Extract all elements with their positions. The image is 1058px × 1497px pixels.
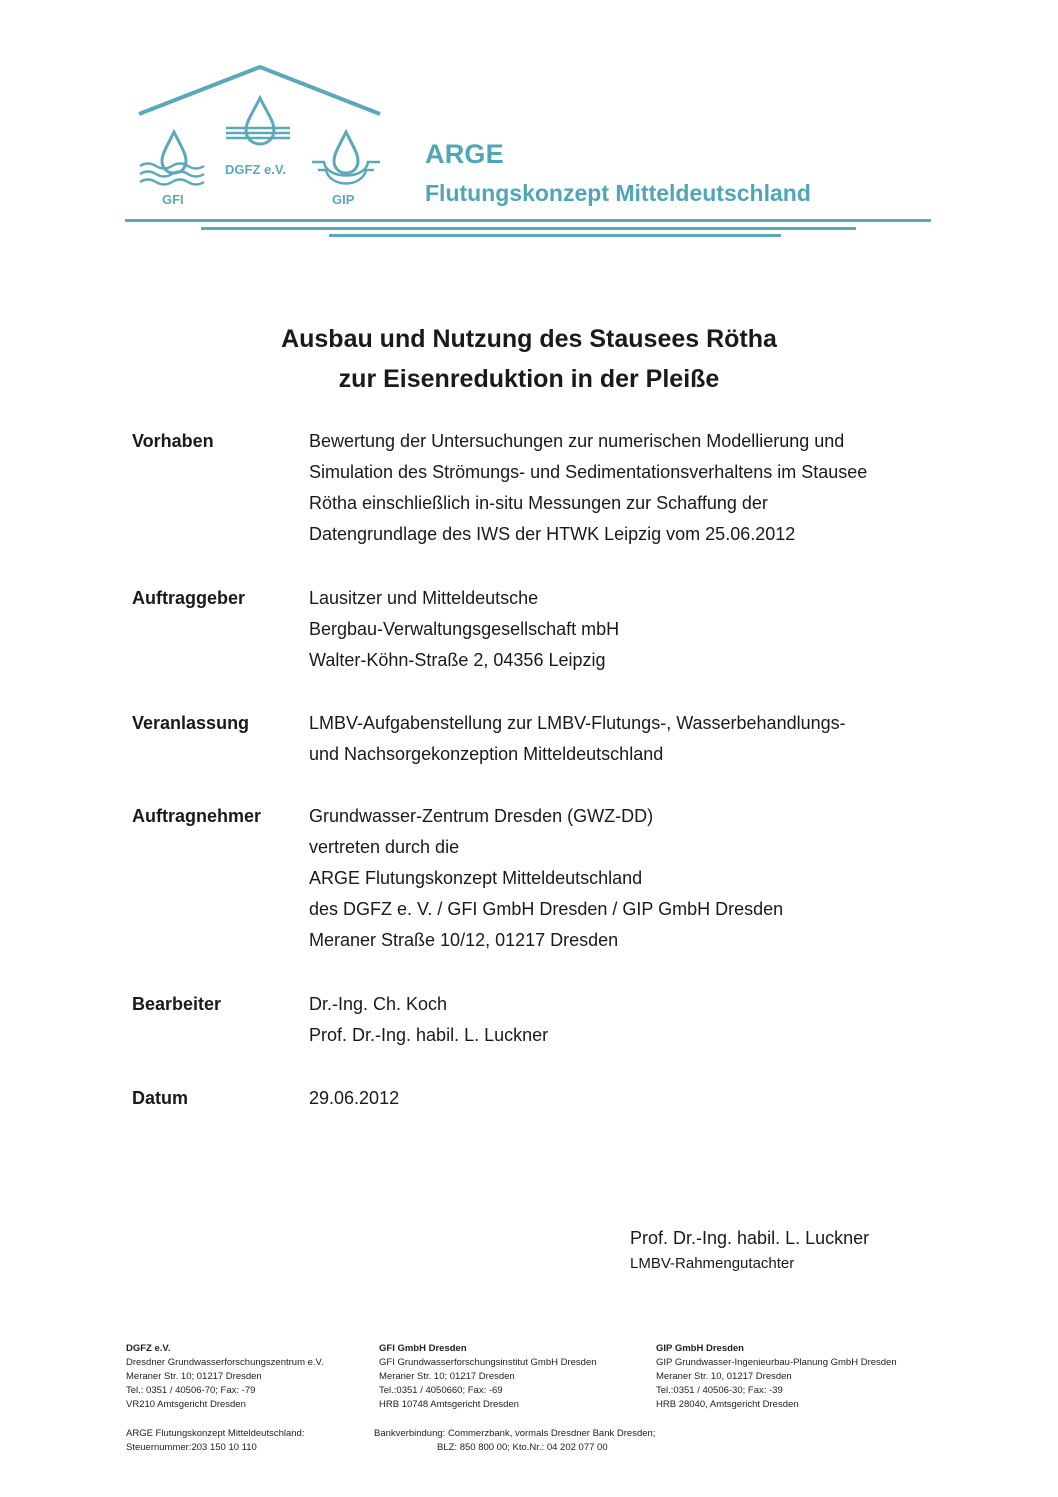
document-title-line-2: zur Eisenreduktion in der Pleiße	[338, 365, 720, 393]
field-value-line: Rötha einschließlich in-situ Messungen zur Schaffung der	[309, 493, 768, 513]
header-divider-3	[329, 234, 781, 237]
field-value-line: 29.06.2012	[309, 1088, 400, 1108]
signature-role: LMBV-Rahmengutachter	[630, 1255, 795, 1272]
footer-tax-number: Steuernummer:203 150 10 110	[126, 1442, 257, 1453]
field-label-veranlassung: Veranlassung	[132, 713, 250, 733]
field-value-line: und Nachsorgekonzeption Mitteldeutschland	[309, 744, 664, 764]
footer-column-gip	[656, 1342, 897, 1412]
header-divider-1	[125, 219, 931, 222]
signature-name: Prof. Dr.-Ing. habil. L. Luckner	[630, 1228, 870, 1248]
field-value-line: LMBV-Aufgabenstellung zur LMBV-Flutungs-, Wasserbehandlungs-	[309, 713, 846, 733]
footer-bank-line-2: BLZ: 850 800 00; Kto.Nr.: 04 202 077 00	[437, 1442, 608, 1453]
field-value-line: vertreten durch die	[309, 837, 460, 857]
footer-arge-info	[126, 1427, 304, 1455]
footer-line: Dresdner Grundwasserforschungszentrum e.V.	[126, 1357, 324, 1368]
footer-heading: GIP GmbH Dresden	[656, 1343, 744, 1354]
footer-line: Meraner Str. 10, 01217 Dresden	[656, 1371, 792, 1382]
svg-text:GFI: GFI	[162, 192, 184, 207]
company-logo	[134, 62, 384, 212]
field-value-line: Dr.-Ing. Ch. Koch	[309, 994, 448, 1014]
footer-arge-name: ARGE Flutungskonzept Mitteldeutschland:	[126, 1428, 305, 1439]
footer-line: Meraner Str. 10; 01217 Dresden	[126, 1371, 262, 1382]
footer-line: GIP Grundwasser-Ingenieurbau-Planung GmbH Dresden	[656, 1357, 897, 1368]
footer-heading: GFI GmbH Dresden	[379, 1343, 467, 1354]
field-value-line: Simulation des Strömungs- und Sedimentationsverhaltens im Stausee	[309, 462, 868, 482]
footer-line: VR210 Amtsgericht Dresden	[126, 1399, 246, 1410]
footer-column-dgfz	[126, 1342, 324, 1412]
footer-line: HRB 28040, Amtsgericht Dresden	[656, 1399, 799, 1410]
field-label-auftragnehmer: Auftragnehmer	[132, 806, 262, 826]
footer-line: Tel.:0351 / 4050660; Fax: -69	[379, 1385, 503, 1396]
header-subtitle: Flutungskonzept Mitteldeutschland	[425, 180, 811, 206]
footer-line: Tel.: 0351 / 40506-70; Fax: -79	[126, 1385, 256, 1396]
document-title-line-1: Ausbau und Nutzung des Stausees Rötha	[281, 325, 777, 353]
field-label-bearbeiter: Bearbeiter	[132, 994, 222, 1014]
field-value-line: Grundwasser-Zentrum Dresden (GWZ-DD)	[309, 806, 654, 826]
footer-line: Tel.:0351 / 40506-30; Fax: -39	[656, 1385, 783, 1396]
footer-line: HRB 10748 Amtsgericht Dresden	[379, 1399, 519, 1410]
footer-line: GFI Grundwasserforschungsinstitut GmbH Dresden	[379, 1357, 597, 1368]
footer-line: Meraner Str. 10; 01217 Dresden	[379, 1371, 515, 1382]
field-value-line: Datengrundlage des IWS der HTWK Leipzig vom 25.06.2012	[309, 524, 796, 544]
svg-text:DGFZ e.V.: DGFZ e.V.	[225, 162, 286, 177]
field-value-line: Bewertung der Untersuchungen zur numerischen Modellierung und	[309, 431, 845, 451]
footer-heading: DGFZ e.V.	[126, 1343, 171, 1354]
field-label-datum: Datum	[132, 1088, 189, 1108]
field-value-line: ARGE Flutungskonzept Mitteldeutschland	[309, 868, 643, 888]
field-value-line: Bergbau-Verwaltungsgesellschaft mbH	[309, 619, 620, 639]
svg-text:GIP: GIP	[332, 192, 355, 207]
header-title: ARGE	[425, 139, 504, 169]
field-label-auftraggeber: Auftraggeber	[132, 588, 246, 608]
field-value-line: Meraner Straße 10/12, 01217 Dresden	[309, 930, 619, 950]
footer-bank-line-1: Bankverbindung: Commerzbank, vormals Dresdner Bank Dresden;	[374, 1428, 656, 1439]
field-value-line: Prof. Dr.-Ing. habil. L. Luckner	[309, 1025, 549, 1045]
footer-column-gfi	[379, 1342, 597, 1412]
field-label-vorhaben: Vorhaben	[132, 431, 214, 451]
field-value-line: Lausitzer und Mitteldeutsche	[309, 588, 539, 608]
arge-logo-graphic	[134, 62, 384, 212]
header-divider-2	[201, 227, 856, 230]
field-value-line: des DGFZ e. V. / GFI GmbH Dresden / GIP GmbH Dresden	[309, 899, 784, 919]
field-value-line: Walter-Köhn-Straße 2, 04356 Leipzig	[309, 650, 606, 670]
